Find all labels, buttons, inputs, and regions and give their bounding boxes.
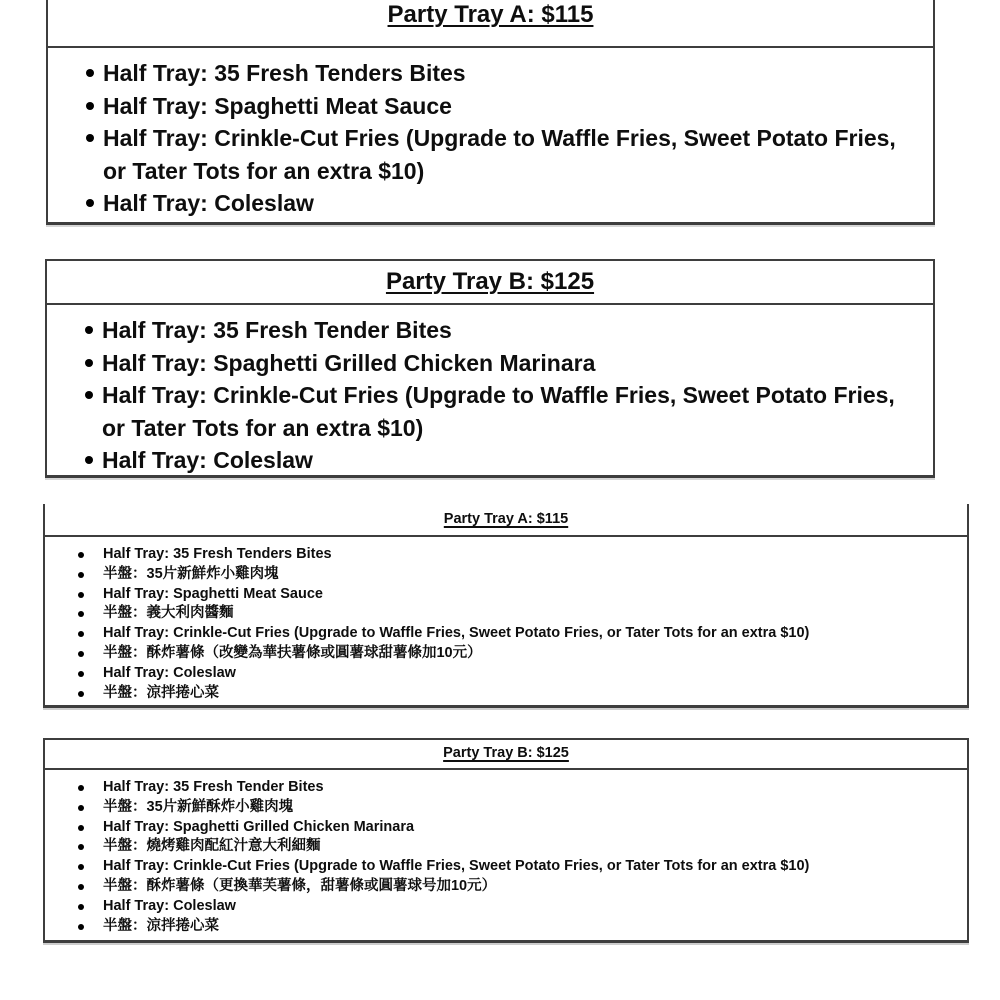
bullet-icon bbox=[78, 611, 84, 617]
bullet-icon bbox=[78, 552, 84, 558]
menu-item bbox=[86, 122, 921, 187]
menu-item bbox=[78, 837, 955, 857]
bullet-icon bbox=[78, 884, 84, 890]
menu-item bbox=[78, 644, 955, 664]
bullet-icon bbox=[85, 326, 93, 334]
menu-item bbox=[78, 778, 955, 798]
menu-item-list bbox=[45, 770, 967, 936]
menu-item-text: Half Tray: 35 Fresh Tender Bites bbox=[103, 779, 324, 795]
menu-item-text: Half Tray: Crinkle-Cut Fries (Upgrade to Waffle Fries, Sweet Potato Fries, or Tater Tots for an extra $10) bbox=[103, 858, 810, 875]
menu-item-text: Half Tray: Crinkle-Cut Fries (Upgrade to Waffle Fries, Sweet Potato Fries, or Tater Tots for an extra $10) bbox=[103, 625, 810, 642]
menu-item-text: Half Tray: Crinkle-Cut Fries (Upgrade to Waffle Fries, Sweet Potato Fries, or Tater Tots for an extra $10) bbox=[102, 382, 895, 441]
bullet-icon bbox=[85, 456, 93, 464]
menu-item bbox=[78, 798, 955, 818]
menu-item bbox=[86, 187, 921, 220]
bullet-icon bbox=[78, 592, 84, 598]
menu-item-text: 半盤：35片新鮮炸小雞肉塊 bbox=[103, 565, 279, 582]
section-title: Party Tray A: $115 bbox=[443, 510, 569, 527]
bullet-icon bbox=[78, 904, 84, 910]
bullet-icon bbox=[86, 102, 94, 110]
bullet-icon bbox=[78, 572, 84, 578]
party-tray-b-large-card bbox=[45, 259, 935, 478]
menu-item-text: Half Tray: Coleslaw bbox=[103, 190, 314, 216]
menu-item bbox=[85, 444, 921, 477]
party-tray-a-bilingual-card bbox=[43, 504, 969, 708]
menu-item bbox=[78, 857, 955, 877]
menu-item bbox=[78, 818, 955, 838]
menu-item-text: 半盤：涼拌捲心菜 bbox=[103, 684, 219, 701]
menu-item-text: 半盤：燒烤雞肉配紅汁意大利細麵 bbox=[103, 838, 321, 855]
menu-item-list bbox=[45, 537, 967, 703]
menu-item-text: 半盤：酥炸薯條（更換華芙薯條，甜薯條或圓薯球号加10元） bbox=[103, 877, 497, 894]
bullet-icon bbox=[78, 924, 84, 930]
menu-item-list bbox=[48, 48, 933, 220]
menu-item-text: Half Tray: Coleslaw bbox=[102, 447, 313, 473]
party-tray-a-large-card bbox=[46, 0, 935, 225]
menu-item-text: Half Tray: 35 Fresh Tenders Bites bbox=[103, 546, 332, 562]
menu-item bbox=[78, 917, 955, 937]
menu-item-list bbox=[47, 305, 933, 477]
bullet-icon bbox=[78, 844, 84, 850]
menu-item bbox=[85, 379, 921, 444]
party-tray-b-bilingual-card bbox=[43, 738, 969, 943]
menu-item-text: 半盤：涼拌捲心菜 bbox=[103, 917, 219, 934]
menu-item bbox=[78, 877, 955, 897]
bullet-icon bbox=[78, 691, 84, 697]
section-header bbox=[48, 0, 933, 48]
menu-item-text: Half Tray: Spaghetti Grilled Chicken Marinara bbox=[103, 818, 415, 835]
bullet-icon bbox=[86, 134, 94, 142]
menu-item bbox=[78, 624, 955, 644]
menu-item bbox=[78, 664, 955, 684]
menu-item bbox=[85, 347, 921, 380]
menu-item bbox=[78, 897, 955, 917]
bullet-icon bbox=[85, 359, 93, 367]
menu-item-text: Half Tray: 35 Fresh Tender Bites bbox=[102, 317, 452, 343]
bullet-icon bbox=[78, 671, 84, 677]
bullet-icon bbox=[78, 805, 84, 811]
menu-item-text: Half Tray: Coleslaw bbox=[103, 897, 236, 914]
menu-item-text: Half Tray: Coleslaw bbox=[103, 664, 236, 681]
menu-item-text: 半盤：35片新鮮酥炸小雞肉塊 bbox=[103, 798, 294, 815]
menu-item bbox=[86, 57, 921, 90]
bullet-icon bbox=[86, 69, 94, 77]
bullet-icon bbox=[78, 631, 84, 637]
bullet-icon bbox=[78, 785, 84, 791]
menu-item bbox=[86, 90, 921, 123]
menu-item-text: Half Tray: Spaghetti Meat Sauce bbox=[103, 92, 452, 119]
menu-item bbox=[78, 684, 955, 704]
section-header bbox=[45, 504, 967, 537]
section-title: Party Tray A: $115 bbox=[387, 0, 594, 28]
menu-item bbox=[85, 314, 921, 347]
section-header bbox=[47, 261, 933, 305]
menu-item bbox=[78, 545, 955, 565]
menu-item bbox=[78, 565, 955, 585]
menu-item-text: Half Tray: Crinkle-Cut Fries (Upgrade to Waffle Fries, Sweet Potato Fries, or Tater Tots for an extra $10) bbox=[103, 125, 896, 184]
menu-item bbox=[78, 585, 955, 605]
menu-item-text: Half Tray: 35 Fresh Tenders Bites bbox=[103, 60, 466, 86]
bullet-icon bbox=[85, 391, 93, 399]
menu-item-text: 半盤：義大利肉醬麵 bbox=[103, 605, 234, 622]
section-title: Party Tray B: $125 bbox=[385, 267, 595, 295]
bullet-icon bbox=[78, 825, 84, 831]
section-title: Party Tray B: $125 bbox=[443, 745, 569, 762]
bullet-icon bbox=[78, 651, 84, 657]
bullet-icon bbox=[78, 864, 84, 870]
menu-item bbox=[78, 604, 955, 624]
bullet-icon bbox=[86, 199, 94, 207]
menu-item-text: 半盤：酥炸薯條（改變為華扶薯條或圓薯球甜薯條加10元） bbox=[103, 644, 482, 661]
menu-item-text: Half Tray: Spaghetti Meat Sauce bbox=[103, 585, 323, 602]
section-header bbox=[45, 740, 967, 770]
menu-item-text: Half Tray: Spaghetti Grilled Chicken Marinara bbox=[102, 349, 596, 376]
